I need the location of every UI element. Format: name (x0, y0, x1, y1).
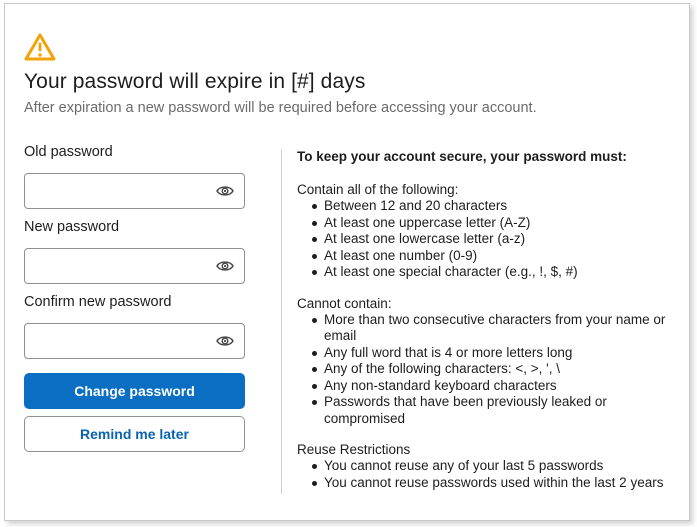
new-password-input[interactable] (25, 249, 244, 283)
requirements-section-contain (297, 181, 681, 281)
requirements-list (297, 198, 681, 281)
list-item: At least one number (0-9) (297, 248, 681, 265)
old-password-input-wrapper (24, 173, 245, 209)
eye-icon[interactable] (215, 332, 235, 350)
warning-triangle-icon (24, 32, 56, 62)
vertical-divider (281, 149, 282, 494)
eye-icon[interactable] (215, 257, 235, 275)
confirm-password-label: Confirm new password (24, 294, 172, 310)
list-item: At least one special character (e.g., !, $, #) (297, 264, 681, 281)
dialog-subtitle: After expiration a new password will be required before accessing your account. (24, 100, 537, 116)
requirements-list (297, 458, 681, 491)
confirm-password-field (24, 294, 245, 369)
dialog-title: Your password will expire in [#] days (24, 70, 366, 93)
requirements-intro: To keep your account secure, your password must: (297, 149, 627, 164)
section-heading: Reuse Restrictions (297, 442, 411, 457)
password-expiry-dialog (4, 3, 690, 521)
list-item: Passwords that have been previously leaked or compromised (297, 394, 681, 427)
confirm-password-input-wrapper (24, 323, 245, 359)
new-password-label: New password (24, 219, 120, 235)
requirements-section-reuse (297, 441, 681, 491)
list-item: Between 12 and 20 characters (297, 198, 681, 215)
list-item: More than two consecutive characters from your name or email (297, 312, 681, 345)
old-password-input[interactable] (25, 174, 244, 208)
old-password-field (24, 144, 245, 219)
section-heading: Cannot contain: (297, 295, 392, 311)
new-password-input-wrapper (24, 248, 245, 284)
eye-icon[interactable] (215, 182, 235, 200)
list-item: You cannot reuse any of your last 5 passwords (297, 458, 681, 475)
requirements-section-cannot-contain (297, 295, 681, 428)
new-password-field (24, 219, 245, 294)
list-item: Any full word that is 4 or more letters long (297, 345, 681, 362)
list-item: Any of the following characters: <, >, ', \ (297, 361, 681, 378)
remind-me-later-button[interactable]: Remind me later (24, 416, 245, 452)
requirements-list (297, 312, 681, 428)
section-heading: Contain all of the following: (297, 182, 459, 197)
old-password-label: Old password (24, 144, 113, 160)
confirm-password-input[interactable] (25, 324, 244, 358)
password-form (24, 144, 245, 369)
password-requirements (297, 149, 681, 491)
list-item: Any non-standard keyboard characters (297, 378, 681, 395)
list-item: At least one lowercase letter (a-z) (297, 231, 681, 248)
list-item: You cannot reuse passwords used within the last 2 years (297, 475, 681, 492)
list-item: At least one uppercase letter (A-Z) (297, 215, 681, 232)
change-password-button[interactable]: Change password (24, 373, 245, 409)
